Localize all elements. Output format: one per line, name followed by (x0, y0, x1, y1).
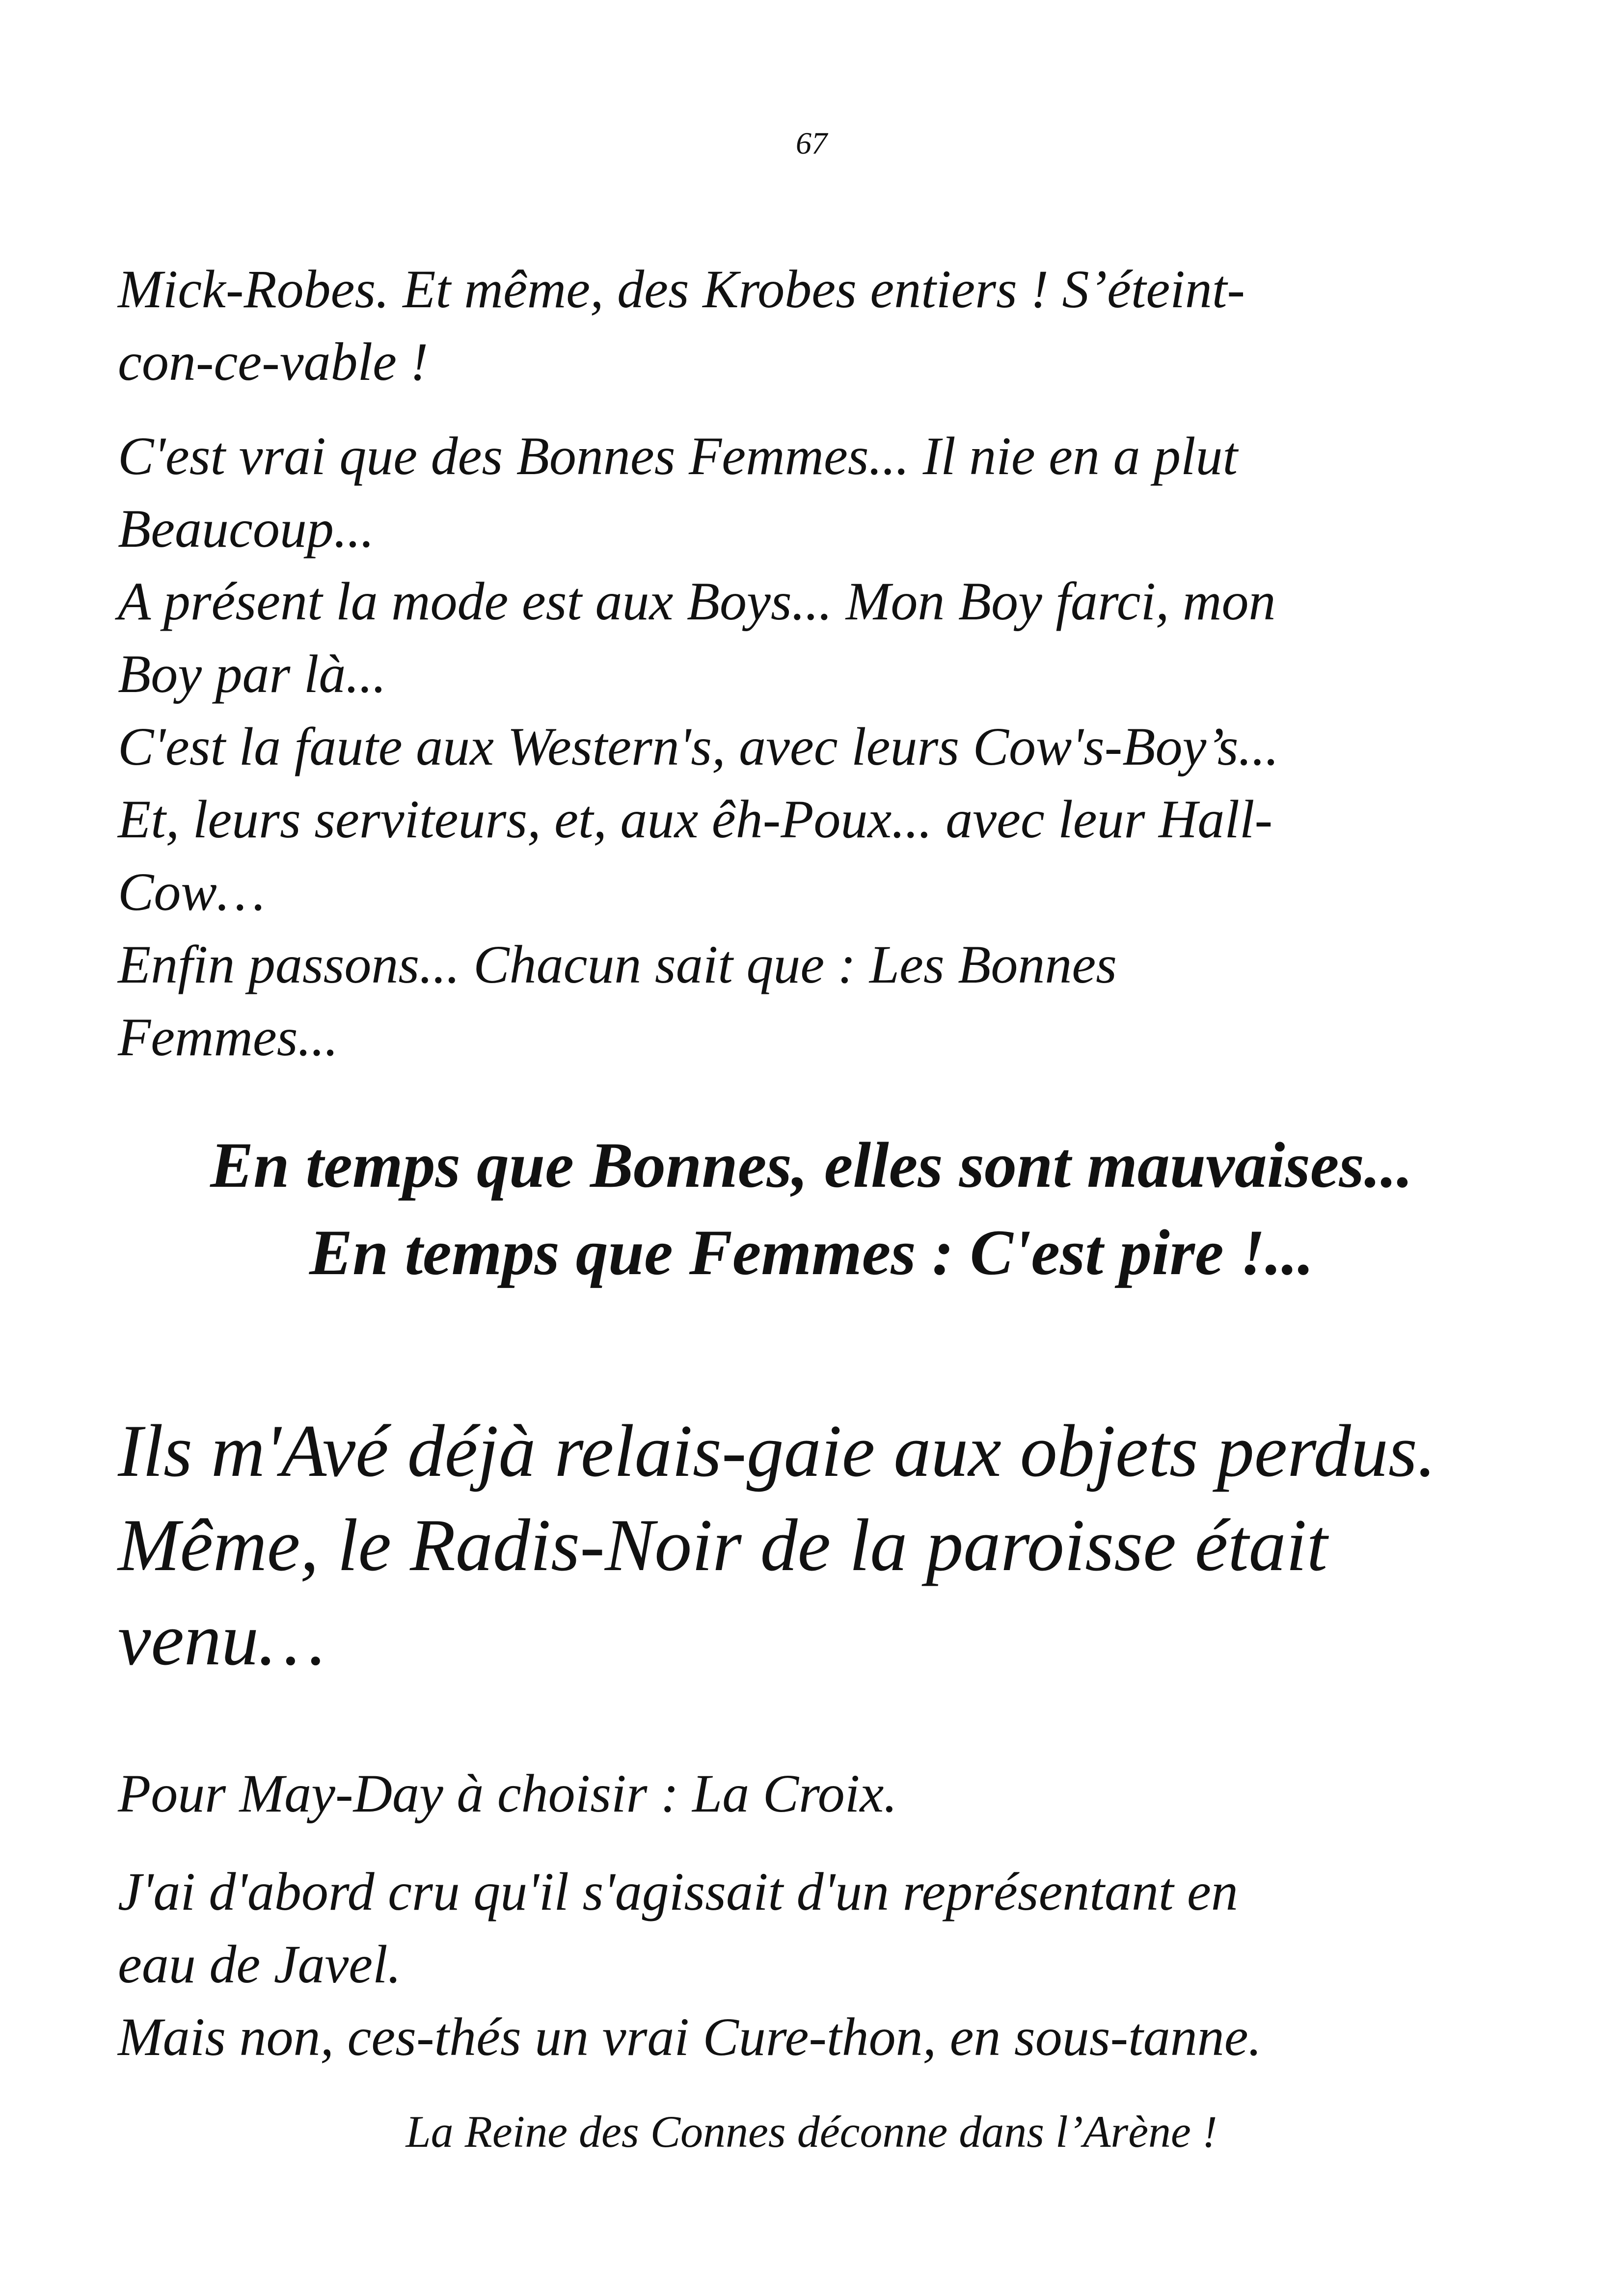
text-line: con-ce-vable ! (118, 332, 429, 392)
paragraph-1 (118, 253, 1542, 398)
text-line: venu… (118, 1598, 325, 1681)
page-number: 67 (796, 126, 827, 160)
text-line: Mais non, ces-thés un vrai Cure-thon, en sous-tanne. (118, 2007, 1262, 2067)
text-line: Même, le Radis-Noir de la paroisse était (118, 1504, 1327, 1586)
text-line: Ils m'Avé déjà relais-gaie aux objets perdus. (118, 1410, 1436, 1492)
paragraph-5 (118, 1855, 1542, 2073)
text-line: Mick-Robes. Et même, des Krobes entiers ! S’éteint- (118, 259, 1245, 319)
quote-line: En temps que Bonnes, elles sont mauvaises... (210, 1129, 1413, 1201)
text-line: Femmes... (118, 1007, 339, 1067)
paragraph-3 (118, 1404, 1542, 1686)
text-line: eau de Javel. (118, 1934, 402, 1994)
text-line: Pour May-Day à choisir : La Croix. (118, 1763, 897, 1823)
text-line: Enfin passons... Chacun sait que : Les Bonnes (118, 934, 1117, 994)
text-line: Cow… (118, 862, 265, 922)
quote-line: En temps que Femmes : C'est pire !... (309, 1216, 1314, 1288)
page-footer: La Reine des Connes déconne dans l’Arène ! (406, 2107, 1217, 2157)
text-line: C'est la faute aux Western's, avec leurs Cow's-Boy’s... (118, 717, 1279, 776)
text-line: Boy par là... (118, 644, 386, 704)
paragraph-4 (118, 1757, 1542, 1830)
text-line: Et, leurs serviteurs, et, aux êh-Poux... avec leur Hall- (118, 789, 1273, 849)
text-line: A présent la mode est aux Boys... Mon Boy farci, mon (118, 571, 1276, 631)
text-line: C'est vrai que des Bonnes Femmes... Il nie en a plut (118, 426, 1238, 486)
text-line: J'ai d'abord cru qu'il s'agissait d'un représentant en (118, 1862, 1238, 1922)
paragraph-2 (118, 420, 1542, 1073)
bold-quote (0, 1121, 1623, 1296)
text-line: Beaucoup... (118, 499, 375, 559)
